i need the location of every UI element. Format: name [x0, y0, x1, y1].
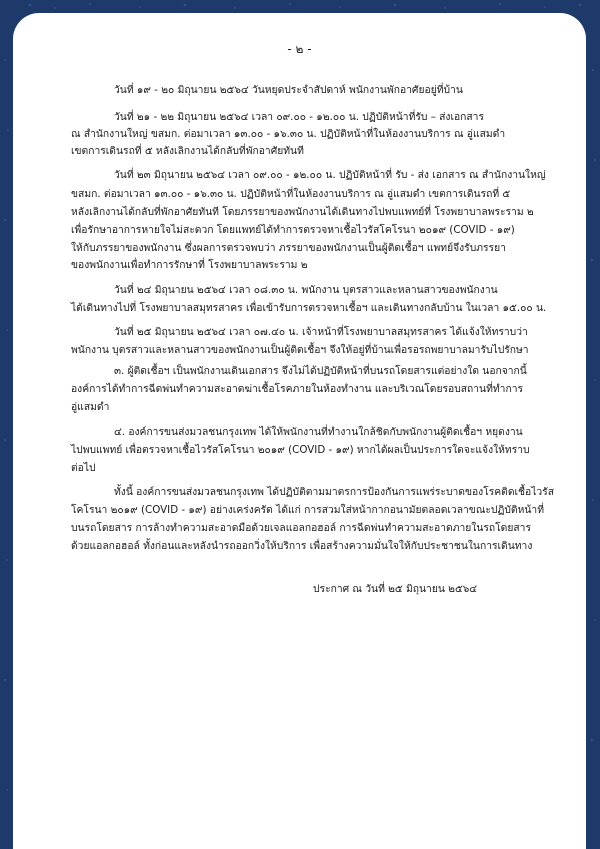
text-line: องค์การได้ทำการฉีดพ่นทำความสะอาดฆ่าเชื้อโรคภายในห้องทำงาน และบริเวณโดยรอบสถานที่ทำการ — [71, 383, 524, 395]
text-line: วันที่ ๒๓ มิถุนายน ๒๕๖๔ เวลา ๐๙.๐๐ - ๑๒.๐๐ น. ปฏิบัติหน้าที่ รับ - ส่ง เอกสาร ณ สำนักงานใหญ่ — [114, 169, 546, 181]
text-line: วันที่ ๒๕ มิถุนายน ๒๕๖๔ เวลา ๐๗.๔๐ น. เจ้าหน้าที่โรงพยาบาลสมุทรสาคร ได้แจ้งให้ทราบว่า — [114, 326, 528, 338]
text-line: ๔. องค์การขนส่งมวลชนกรุงเทพ ได้ให้พนักงานที่ทำงานใกล้ชิดกับพนักงานผู้ติดเชื้อฯ หยุดงาน — [114, 426, 523, 438]
text-line: ต่อไป — [71, 462, 96, 474]
announcement-date: ประกาศ ณ วันที่ ๒๕ มิถุนายน ๒๕๖๔ — [313, 583, 478, 595]
text-line: ทั้งนี้ องค์การขนส่งมวลชนกรุงเทพ ได้ปฏิบัติตามมาตรการป้องกันการแพร่ระบาดของโรคติดเชื้อไวรัส — [114, 486, 554, 498]
text-line: ๓. ผู้ติดเชื้อฯ เป็นพนักงานเดินเอกสาร จึงไม่ได้ปฏิบัติหน้าที่บนรถโดยสารแต่อย่างใด นอกจากนี้ — [114, 365, 527, 377]
text-line: ไปพบแพทย์ เพื่อตรวจหาเชื้อไวรัสโคโรนา ๒๐๑๙ (COVID - ๑๙) หากได้ผลเป็นประการใดจะแจ้งให้ทราบ — [71, 444, 530, 456]
text-line: ให้กับภรรยาของพนักงาน ซึ่งผลการตรวจพบว่า ภรรยาของพนักงานเป็นผู้ติดเชื้อฯ แพทย์จึงรับภรรยา — [71, 242, 506, 254]
text-line: ของพนักงานเพื่อทำการรักษาที่ โรงพยาบาลพระราม ๒ — [71, 259, 308, 271]
text-line: ณ สำนักงานใหญ่ ขสมก. ต่อมาเวลา ๑๓.๐๐ - ๑๖.๓๐ น. ปฏิบัติหน้าที่ในห้องงานบริการ ณ อู่แสมดำ — [71, 128, 506, 140]
document-sheet — [13, 13, 586, 849]
text-line: ด้วยแอลกอฮอล์ ทั้งก่อนและหลังนำรถออกวิ่งให้บริการ เพื่อสร้างความมั่นใจให้กับประชาชนในการเดินทาง — [71, 540, 533, 552]
text-line: ขสมก. ต่อมาเวลา ๑๓.๐๐ - ๑๖.๓๐ น. ปฏิบัติหน้าที่ในห้องงานบริการ ณ อู่แสมดำ เขตการเดินรถที่ ๕ — [71, 188, 511, 200]
text-line: ได้เดินทางไปที่ โรงพยาบาลสมุทรสาคร เพื่อเข้ารับการตรวจหาเชื้อฯ และเดินทางกลับบ้าน ในเวลา ๑๕.๐๐ น. — [71, 302, 547, 314]
text-line: เพื่อรักษาอาการหายใจไม่สะดวก โดยแพทย์ได้ทำการตรวจหาเชื้อไวรัสโคโรนา ๒๐๑๙ (COVID - ๑๙) — [71, 224, 515, 236]
text-line: บนรถโดยสาร การล้างทำความสะอาดมือด้วยเจลแอลกอฮอล์ การฉีดพ่นทำความสะอาดภายในรถโดยสาร — [71, 522, 531, 534]
text-line: พนักงาน บุตรสาวและหลานสาวของพนักงานเป็นผู้ติดเชื้อฯ จึงให้อยู่ที่บ้านเพื่อรอรถพยาบาลมารับไปรักษา — [71, 344, 529, 356]
text-line: หลังเลิกงานได้กลับที่พักอาศัยทันที โดยภรรยาของพนักงานได้เดินทางไปพบแพทย์ที่ โรงพยาบาลพระราม ๒ — [71, 206, 534, 218]
text-line: วันที่ ๒๔ มิถุนายน ๒๕๖๔ เวลา ๐๘.๓๐ น. พนักงาน บุตรสาวและหลานสาวของพนักงาน — [114, 284, 498, 296]
page-number: - ๒ - — [287, 42, 312, 56]
text-line: เขตการเดินรถที่ ๕ หลังเลิกงานได้กลับที่พักอาศัยทันที — [71, 145, 304, 157]
text-line: วันที่ ๑๙ - ๒๐ มิถุนายน ๒๕๖๔ วันหยุดประจำสัปดาห์ พนักงานพักอาศัยอยู่ที่บ้าน — [114, 84, 463, 96]
text-line: วันที่ ๒๑ - ๒๒ มิถุนายน ๒๕๖๔ เวลา ๐๙.๐๐ - ๑๒.๐๐ น. ปฏิบัติหน้าที่รับ – ส่งเอกสาร — [114, 111, 484, 123]
text-line: โคโรนา ๒๐๑๙ (COVID - ๑๙) อย่างเคร่งครัด ได้แก่ การสวมใส่หน้ากากอนามัยตลอดเวลาขณะปฏิบัติหน้าที่ — [71, 504, 544, 516]
text-line: อู่แสมดำ — [71, 401, 110, 413]
